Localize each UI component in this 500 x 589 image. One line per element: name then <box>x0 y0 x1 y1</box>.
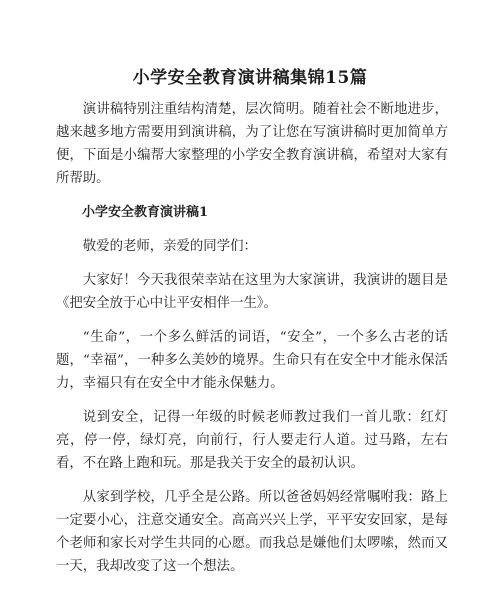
body-paragraph: 从家到学校，几乎全是公路。所以爸爸妈妈经常嘱咐我：路上一定要小心，注意交通安全。高高兴兴上学，平平安安回家，是每个老师和家长对学生共同的心愿。而我总是嫌他们太啰嗦，然而又一天，我却改变了这一个想法。 <box>56 490 448 574</box>
document-title: 小学安全教育演讲稿集锦15篇 <box>132 68 368 88</box>
body-paragraph: 说到安全，记得一年级的时候老师教过我们一首儿歌：红灯亮，停一停，绿灯亮，向前行，行人要走行人道。过马路，左右看，不在路上跑和玩。那是我关于安全的最初认识。 <box>56 410 448 471</box>
salutation-paragraph: 敬爱的老师，亲爱的同学们： <box>82 239 257 254</box>
body-paragraph: “生命”，一个多么鲜活的词语，“安全”，一个多么古老的话题，“幸福”，一种多么美妙的境界。生命只有在安全中才能永保活力，幸福只有在安全中才能永保魅力。 <box>56 330 448 391</box>
body-paragraph: 大家好！今天我很荣幸站在这里为大家演讲，我演讲的题目是《把安全放于心中让平安相伴一生》。 <box>56 273 448 311</box>
intro-paragraph: 演讲稿特别注重结构清楚，层次简明。随着社会不断地进步，越来越多地方需要用到演讲稿，为了让您在写演讲稿时更加简单方便，下面是小编帮大家整理的小学安全教育演讲稿，希望对大家有所帮助。 <box>56 102 448 186</box>
document-body <box>56 98 448 589</box>
section-heading: 小学安全教育演讲稿1 <box>82 205 209 220</box>
